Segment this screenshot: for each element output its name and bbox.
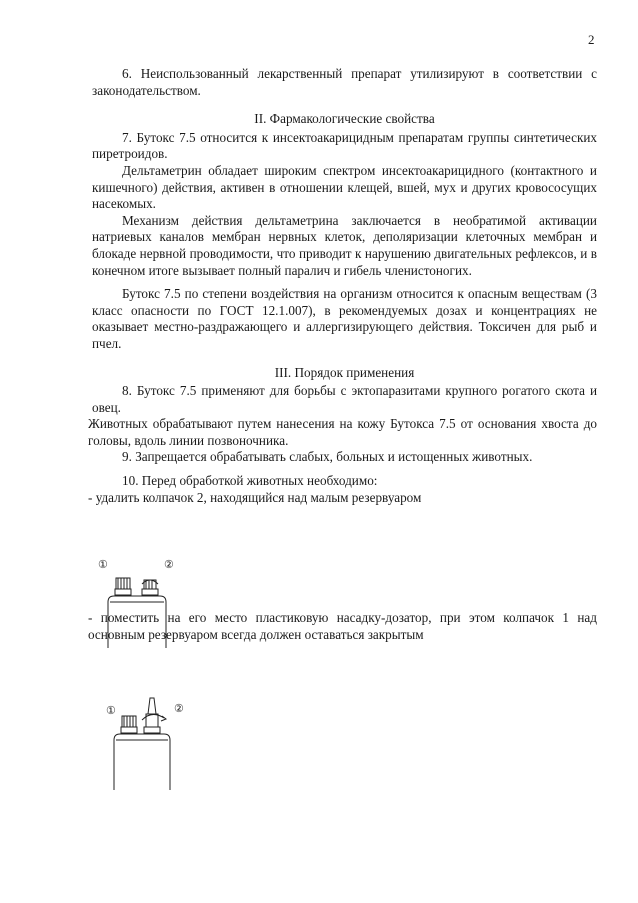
paragraph-7-safety: Бутокс 7.5 по степени воздействия на организм относится к опасным веществам (3 класс опасности по ГОСТ 12.1.007), в рекомендуемых дозах и концентрациях не оказывает местно-раздражающего и аллергизирующего действия. Токсичен для рыб и пчел. bbox=[92, 286, 597, 351]
paragraph-9: 9. Запрещается обрабатывать слабых, больных и истощенных животных. bbox=[122, 449, 533, 465]
figure-2-label-1: ① bbox=[106, 705, 116, 717]
bottle-figure-2 bbox=[106, 690, 216, 790]
figure-2-label-2: ② bbox=[174, 703, 184, 715]
paragraph-10: 10. Перед обработкой животных необходимо: bbox=[122, 473, 378, 489]
document-body bbox=[88, 66, 597, 643]
paragraph-8-application: Животных обрабатывают путем нанесения на кожу Бутокса 7.5 от основания хвоста до головы, вдоль линии позвоночника. bbox=[88, 416, 597, 448]
step-remove-cap: - удалить колпачок 2, находящийся над малым резервуаром bbox=[88, 489, 422, 505]
paragraph-7-mechanism: Механизм действия дельтаметрина заключается в необратимой активации натриевых каналов мембран нервных клеток, деполяризации клеточных мембран и блокаде нервной проводимости, что приводит к нарушению двигательных рефлексов, и в конечном итоге вызывает полный паралич и гибель членистоногих. bbox=[92, 212, 597, 278]
paragraph-7: 7. Бутокс 7.5 относится к инсектоакарицидным препаратам группы синтетических пиретроидов. bbox=[92, 129, 597, 162]
paragraph-6: 6. Неиспользованный лекарственный препарат утилизируют в соответствии с законодательством. bbox=[92, 66, 597, 98]
figure-1-label-1: ① bbox=[98, 559, 108, 571]
figure-1-label-2: ② bbox=[164, 559, 174, 571]
section-heading-3: III. Порядок применения bbox=[274, 364, 415, 380]
paragraph-7-deltamethrin: Дельтаметрин обладает широким спектром инсектоакарицидного (контактного и кишечного) действия, активен в отношении клещей, вшей, мух и других кровососущих насекомых. bbox=[92, 162, 597, 212]
bottle-figure-1 bbox=[98, 558, 208, 648]
bottle-2-drawing bbox=[106, 690, 216, 790]
section-heading-2: II. Фармакологические свойства bbox=[254, 111, 435, 127]
step-place-dispenser: - поместить на его место пластиковую насадку-дозатор, при этом колпачок 1 над основным резервуаром всегда должен оставаться закрытым bbox=[88, 610, 597, 642]
bottle-1-drawing bbox=[98, 558, 208, 648]
paragraph-8: 8. Бутокс 7.5 применяют для борьбы с эктопаразитами крупного рогатого скота и овец. bbox=[92, 383, 597, 415]
page-number: 2 bbox=[588, 32, 595, 47]
